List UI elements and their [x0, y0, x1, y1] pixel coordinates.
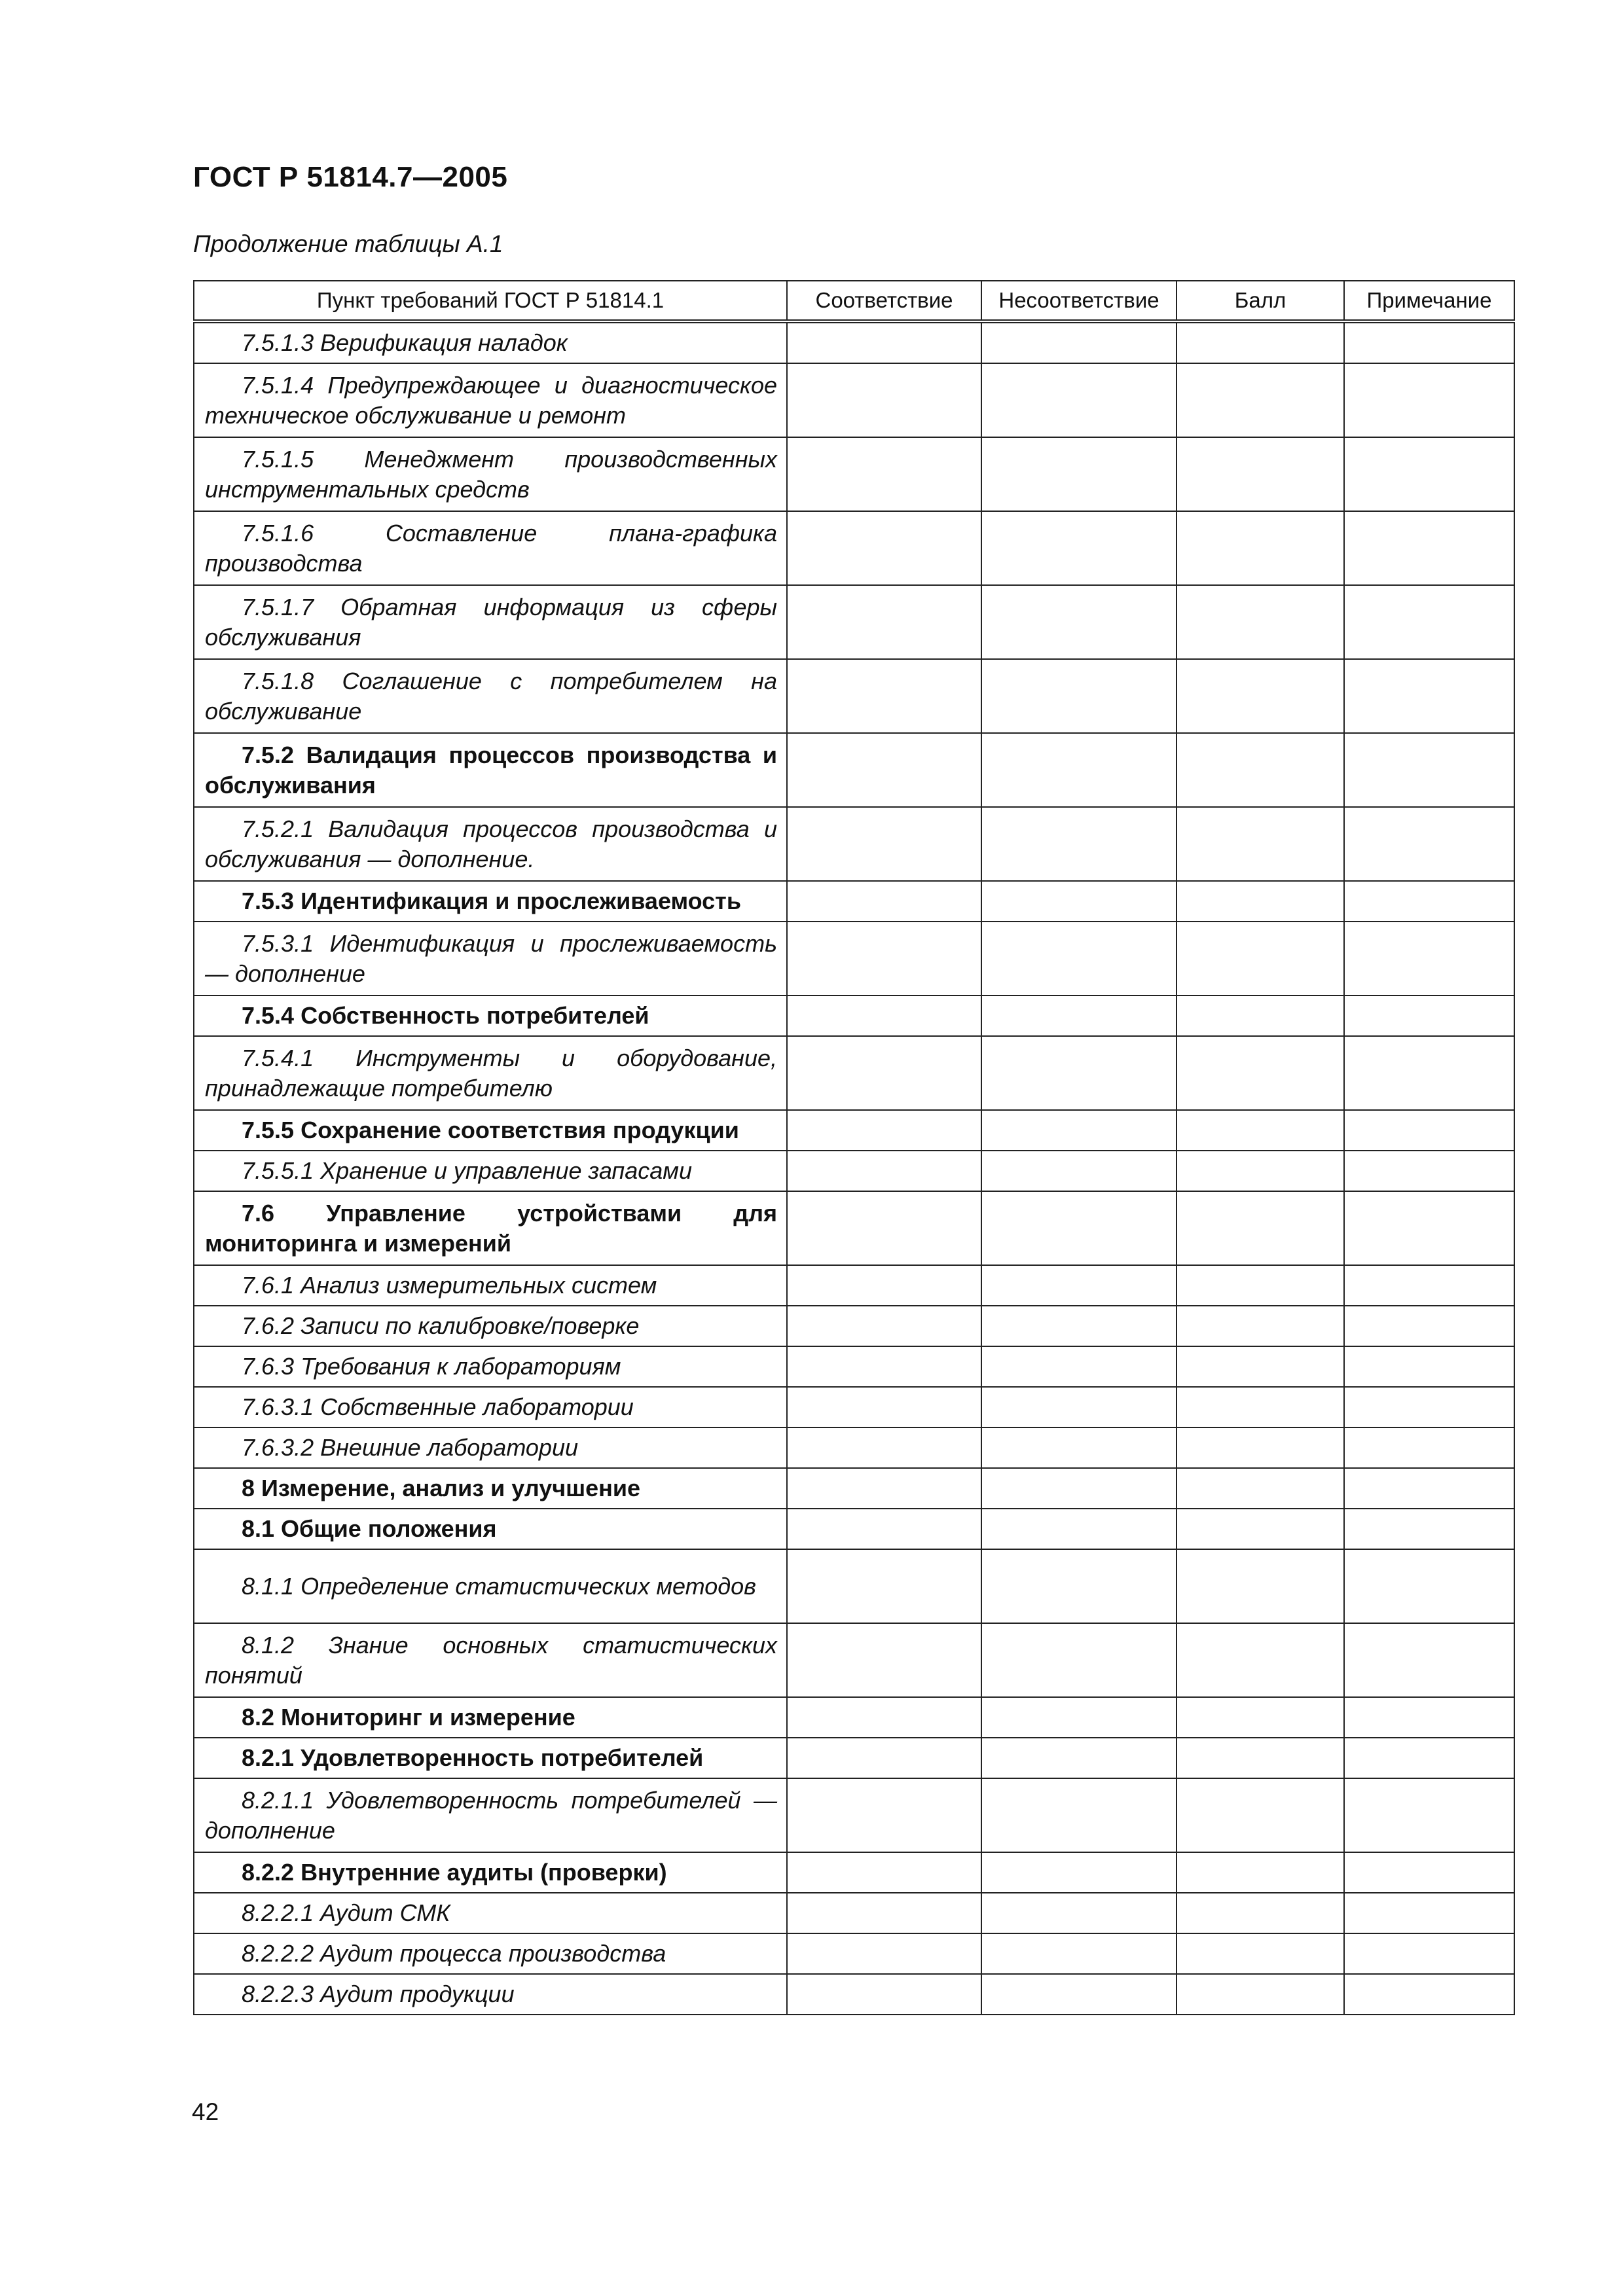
nonconformity-cell [981, 733, 1176, 807]
requirement-cell [194, 659, 787, 733]
requirement-text: 7.5.2 Валидация процессов производства и обслуживания [205, 741, 777, 798]
requirement-text: 7.5.1.7 Обратная информация из сферы обслуживания [205, 593, 777, 651]
requirement-text: 7.5.4.1 Инструменты и оборудование, принадлежащие потребителю [205, 1044, 777, 1102]
note-cell [1344, 1738, 1514, 1778]
nonconformity-cell [981, 1110, 1176, 1151]
note-cell [1344, 1427, 1514, 1468]
nonconformity-cell [981, 1623, 1176, 1697]
score-cell [1176, 1697, 1344, 1738]
nonconformity-cell [981, 321, 1176, 363]
requirement-text: 8.2.2 Внутренние аудиты (проверки) [242, 1859, 667, 1886]
note-cell [1344, 659, 1514, 733]
requirement-text: 8.1.2 Знание основных статистических понятий [205, 1631, 777, 1689]
table-row [194, 511, 1514, 585]
requirement-cell [194, 1738, 787, 1778]
note-cell [1344, 321, 1514, 363]
requirement-text: 7.5.3 Идентификация и прослеживаемость [242, 888, 741, 914]
score-cell [1176, 922, 1344, 996]
score-cell [1176, 1427, 1344, 1468]
conformity-cell [787, 1306, 981, 1346]
requirement-cell [194, 511, 787, 585]
table-row [194, 1306, 1514, 1346]
score-cell [1176, 1852, 1344, 1893]
requirement-text: 7.5.3.1 Идентификация и прослеживаемость — дополнение [205, 929, 777, 987]
conformity-cell [787, 437, 981, 511]
nonconformity-cell [981, 1427, 1176, 1468]
table-row [194, 1697, 1514, 1738]
score-cell [1176, 1306, 1344, 1346]
score-cell [1176, 437, 1344, 511]
nonconformity-cell [981, 437, 1176, 511]
requirement-cell [194, 1549, 787, 1623]
requirement-cell [194, 1265, 787, 1306]
conformity-cell [787, 1738, 981, 1778]
requirement-text: 7.6.2 Записи по калибровке/поверке [242, 1312, 640, 1339]
requirement-cell [194, 1974, 787, 2015]
score-cell [1176, 1110, 1344, 1151]
note-cell [1344, 437, 1514, 511]
score-cell [1176, 1151, 1344, 1191]
conformity-cell [787, 1151, 981, 1191]
requirement-cell [194, 363, 787, 437]
requirement-cell [194, 996, 787, 1036]
nonconformity-cell [981, 922, 1176, 996]
requirement-text: 7.6.3 Требования к лабораториям [242, 1353, 621, 1380]
table-row [194, 922, 1514, 996]
requirement-cell [194, 1933, 787, 1974]
conformity-cell [787, 1346, 981, 1387]
nonconformity-cell [981, 1468, 1176, 1509]
conformity-cell [787, 1893, 981, 1933]
nonconformity-cell [981, 1697, 1176, 1738]
conformity-cell [787, 1549, 981, 1623]
note-cell [1344, 1265, 1514, 1306]
nonconformity-cell [981, 1933, 1176, 1974]
note-cell [1344, 363, 1514, 437]
note-cell [1344, 1191, 1514, 1265]
requirement-cell [194, 1036, 787, 1110]
nonconformity-cell [981, 659, 1176, 733]
requirement-text: 8 Измерение, анализ и улучшение [242, 1475, 641, 1501]
requirement-cell [194, 881, 787, 922]
table-row [194, 1893, 1514, 1933]
conformity-cell [787, 1697, 981, 1738]
requirement-cell [194, 1110, 787, 1151]
requirement-cell [194, 1306, 787, 1346]
nonconformity-cell [981, 881, 1176, 922]
table-row [194, 1468, 1514, 1509]
conformity-cell [787, 1852, 981, 1893]
table-row [194, 1387, 1514, 1427]
score-cell [1176, 659, 1344, 733]
conformity-cell [787, 733, 981, 807]
requirement-text: 8.2.2.3 Аудит продукции [242, 1981, 515, 2007]
conformity-cell [787, 1427, 981, 1468]
table-row [194, 807, 1514, 881]
nonconformity-cell [981, 1387, 1176, 1427]
score-cell [1176, 1265, 1344, 1306]
table-row [194, 1623, 1514, 1697]
note-cell [1344, 881, 1514, 922]
note-cell [1344, 1110, 1514, 1151]
table-row [194, 733, 1514, 807]
score-cell [1176, 1509, 1344, 1549]
table-row [194, 1427, 1514, 1468]
score-cell [1176, 363, 1344, 437]
nonconformity-cell [981, 1509, 1176, 1549]
score-cell [1176, 321, 1344, 363]
requirement-text: 7.5.4 Собственность потребителей [242, 1002, 649, 1029]
note-cell [1344, 1623, 1514, 1697]
requirements-table [193, 280, 1515, 2015]
conformity-cell [787, 1509, 981, 1549]
conformity-cell [787, 321, 981, 363]
table-row [194, 585, 1514, 659]
requirement-cell [194, 1427, 787, 1468]
nonconformity-cell [981, 996, 1176, 1036]
requirement-text: 7.5.1.6 Составление плана-графика производства [205, 519, 777, 577]
note-cell [1344, 733, 1514, 807]
conformity-cell [787, 585, 981, 659]
note-cell [1344, 996, 1514, 1036]
requirement-text: 8.1 Общие положения [242, 1515, 497, 1542]
nonconformity-cell [981, 585, 1176, 659]
note-cell [1344, 1893, 1514, 1933]
table-row [194, 659, 1514, 733]
requirement-text: 7.5.1.3 Верификация наладок [242, 329, 568, 356]
nonconformity-cell [981, 1265, 1176, 1306]
nonconformity-cell [981, 1306, 1176, 1346]
score-cell [1176, 1191, 1344, 1265]
note-cell [1344, 511, 1514, 585]
requirement-cell [194, 1893, 787, 1933]
nonconformity-cell [981, 1893, 1176, 1933]
requirement-text: 7.5.2.1 Валидация процессов производства и обслуживания — дополнение. [205, 815, 777, 872]
note-cell [1344, 807, 1514, 881]
note-cell [1344, 1852, 1514, 1893]
requirement-cell [194, 437, 787, 511]
table-header-row [194, 281, 1514, 321]
table-caption: Продолжение таблицы А.1 [193, 230, 503, 257]
nonconformity-cell [981, 1974, 1176, 2015]
table-row [194, 1151, 1514, 1191]
column-header-note: Примечание [1344, 281, 1514, 321]
note-cell [1344, 1036, 1514, 1110]
requirement-text: 7.6.3.1 Собственные лаборатории [242, 1393, 634, 1420]
score-cell [1176, 1346, 1344, 1387]
requirement-cell [194, 1778, 787, 1852]
nonconformity-cell [981, 1036, 1176, 1110]
requirement-cell [194, 1623, 787, 1697]
conformity-cell [787, 922, 981, 996]
note-cell [1344, 1151, 1514, 1191]
table-row [194, 1549, 1514, 1623]
requirement-text: 7.5.5 Сохранение соответствия продукции [242, 1117, 739, 1143]
requirement-cell [194, 585, 787, 659]
requirement-cell [194, 1509, 787, 1549]
table-row [194, 1036, 1514, 1110]
table-row [194, 321, 1514, 363]
score-cell [1176, 1623, 1344, 1697]
table-row [194, 881, 1514, 922]
nonconformity-cell [981, 1346, 1176, 1387]
score-cell [1176, 1036, 1344, 1110]
conformity-cell [787, 1778, 981, 1852]
requirement-text: 7.5.1.5 Менеджмент производственных инструментальных средств [205, 445, 777, 503]
table-row [194, 437, 1514, 511]
note-cell [1344, 1509, 1514, 1549]
score-cell [1176, 807, 1344, 881]
table-row [194, 1778, 1514, 1852]
table-row [194, 363, 1514, 437]
requirement-text: 7.5.1.4 Предупреждающее и диагностическое техническое обслуживание и ремонт [205, 371, 777, 429]
table-row [194, 1852, 1514, 1893]
requirement-text: 8.1.1 Определение статистических методов [242, 1572, 756, 1600]
table-row [194, 1738, 1514, 1778]
score-cell [1176, 511, 1344, 585]
requirement-cell [194, 321, 787, 363]
requirement-text: 7.6 Управление устройствами для мониторинга и измерений [205, 1199, 777, 1257]
requirement-cell [194, 1191, 787, 1265]
score-cell [1176, 1549, 1344, 1623]
note-cell [1344, 1933, 1514, 1974]
conformity-cell [787, 1036, 981, 1110]
note-cell [1344, 1549, 1514, 1623]
requirement-cell [194, 807, 787, 881]
requirement-cell [194, 1346, 787, 1387]
table-row [194, 1346, 1514, 1387]
conformity-cell [787, 807, 981, 881]
note-cell [1344, 1306, 1514, 1346]
score-cell [1176, 996, 1344, 1036]
nonconformity-cell [981, 1151, 1176, 1191]
note-cell [1344, 585, 1514, 659]
conformity-cell [787, 1191, 981, 1265]
requirement-cell [194, 922, 787, 996]
nonconformity-cell [981, 807, 1176, 881]
column-header-requirement: Пункт требований ГОСТ Р 51814.1 [194, 281, 787, 321]
requirement-cell [194, 1852, 787, 1893]
requirement-cell [194, 1468, 787, 1509]
score-cell [1176, 1387, 1344, 1427]
conformity-cell [787, 1110, 981, 1151]
score-cell [1176, 1893, 1344, 1933]
note-cell [1344, 922, 1514, 996]
note-cell [1344, 1974, 1514, 2015]
note-cell [1344, 1697, 1514, 1738]
table-body [194, 321, 1514, 2015]
conformity-cell [787, 881, 981, 922]
score-cell [1176, 1933, 1344, 1974]
note-cell [1344, 1468, 1514, 1509]
column-header-nonconformity: Несоответствие [981, 281, 1176, 321]
column-header-conformity: Соответствие [787, 281, 981, 321]
conformity-cell [787, 1387, 981, 1427]
table-row [194, 1265, 1514, 1306]
nonconformity-cell [981, 511, 1176, 585]
nonconformity-cell [981, 363, 1176, 437]
nonconformity-cell [981, 1852, 1176, 1893]
document-id: ГОСТ Р 51814.7—2005 [193, 161, 508, 193]
score-cell [1176, 1974, 1344, 2015]
conformity-cell [787, 1623, 981, 1697]
nonconformity-cell [981, 1738, 1176, 1778]
requirement-cell [194, 1697, 787, 1738]
requirement-cell [194, 1151, 787, 1191]
score-cell [1176, 733, 1344, 807]
nonconformity-cell [981, 1778, 1176, 1852]
requirement-text: 7.5.1.8 Соглашение с потребителем на обслуживание [205, 667, 777, 725]
conformity-cell [787, 1933, 981, 1974]
requirement-cell [194, 733, 787, 807]
conformity-cell [787, 996, 981, 1036]
requirement-text: 8.2.2.2 Аудит процесса производства [242, 1940, 666, 1967]
conformity-cell [787, 1468, 981, 1509]
score-cell [1176, 585, 1344, 659]
conformity-cell [787, 511, 981, 585]
table-row [194, 1933, 1514, 1974]
score-cell [1176, 1738, 1344, 1778]
requirement-cell [194, 1387, 787, 1427]
requirement-text: 7.6.1 Анализ измерительных систем [242, 1272, 657, 1299]
nonconformity-cell [981, 1549, 1176, 1623]
nonconformity-cell [981, 1191, 1176, 1265]
requirement-text: 8.2.2.1 Аудит СМК [242, 1899, 450, 1926]
table-row [194, 1509, 1514, 1549]
requirement-text: 7.5.5.1 Хранение и управление запасами [242, 1157, 692, 1184]
conformity-cell [787, 363, 981, 437]
note-cell [1344, 1778, 1514, 1852]
conformity-cell [787, 1265, 981, 1306]
requirement-text: 8.2 Мониторинг и измерение [242, 1704, 575, 1731]
score-cell [1176, 1468, 1344, 1509]
table-row [194, 996, 1514, 1036]
requirement-text: 8.2.1.1 Удовлетворенность потребителей — дополнение [205, 1786, 777, 1844]
table-row [194, 1110, 1514, 1151]
note-cell [1344, 1346, 1514, 1387]
requirement-text: 7.6.3.2 Внешние лаборатории [242, 1434, 578, 1461]
conformity-cell [787, 659, 981, 733]
table-row [194, 1191, 1514, 1265]
requirement-text: 8.2.1 Удовлетворенность потребителей [242, 1744, 704, 1771]
note-cell [1344, 1387, 1514, 1427]
page-number: 42 [192, 2098, 219, 2125]
score-cell [1176, 881, 1344, 922]
table-row [194, 1974, 1514, 2015]
score-cell [1176, 1778, 1344, 1852]
conformity-cell [787, 1974, 981, 2015]
column-header-score: Балл [1176, 281, 1344, 321]
